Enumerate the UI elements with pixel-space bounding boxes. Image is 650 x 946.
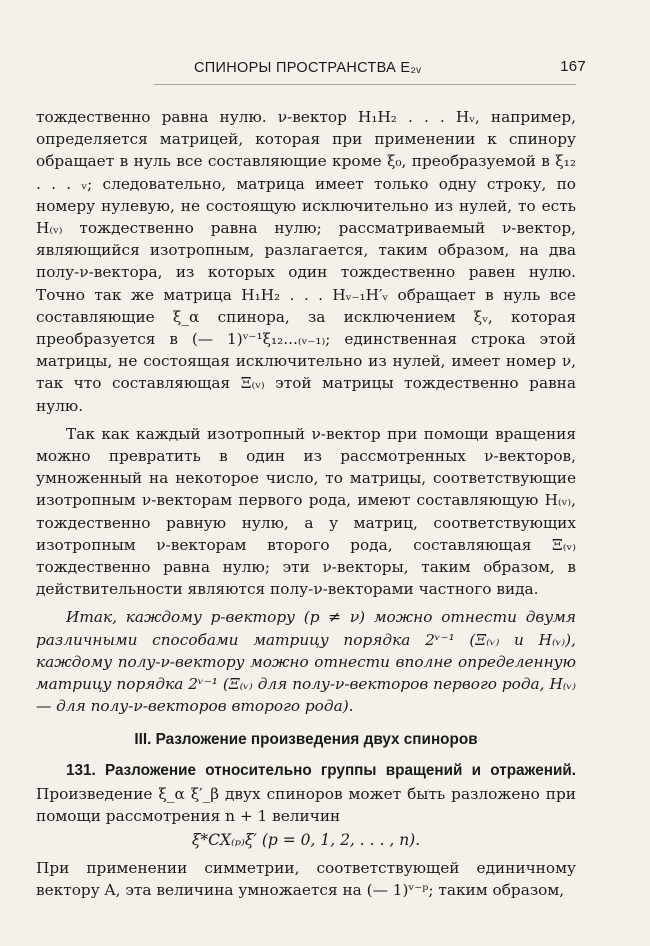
subsection-text: Произведение ξ_α ξ′_β двух спиноров может быть разложено при помощи рассмотрения n + 1 величин [36, 784, 576, 825]
paragraph-continued: тождественно равна нулю. ν-вектор H₁H₂ . . . Hᵥ, например, определяется матрицей, которая при применении к спинору обращает в нуль все составляющие кроме ξ₀, преобразуемой в ξ₁₂ . . . ᵥ; следовательно, матрица имеет только одну строку, по номеру нулевую, не состоящую исключительно из нулей, то есть H₍ᵥ₎ тождественно равна нулю; рассматриваемый ν-вектор, являющийся изотропным, разлагается, таким образом, на два полу-ν-вектора, из которых один тождественно равен нулю. Точно так же матрица H₁H₂ . . . Hᵥ₋₁H′ᵥ обращает в нуль все составляющие ξ_α спинора, за исключением ξᵥ, которая преобразуется в (— 1)ᵛ⁻¹ξ₁₂...₍ᵥ₋₁₎; единственная строка этой матрицы, не состоящая исключительно из нулей, имеет номер ν, так что составляющая Ξ₍ᵥ₎ этой матрицы тождественно равна нулю. [36, 108, 576, 415]
book-page [36, 52, 586, 900]
closing-paragraph: При применении симметрии, соответствующей единичному вектору A, эта величина умножается на (— 1)ᵛ⁻ᵖ; таким образом, [36, 859, 576, 900]
running-title: СПИНОРЫ ПРОСТРАНСТВА E₂ᵥ [194, 60, 422, 76]
page-header [36, 52, 586, 80]
paragraph-isotropic-vectors: Так как каждый изотропный ν-вектор при помощи вращения можно превратить в один из рассмотренных ν-векторов, умноженный на некоторое число, то матрицы, соответствующие изотропным ν-векторам первого рода, имеют составляющую H₍ᵥ₎, тождественно равную нулю, а у матриц, соответствующих изотропным ν-векторам второго рода, составляющая Ξ₍ᵥ₎ тождественно равна нулю; эти ν-векторы, таким образом, в действительности являются полу-ν-векторами частного вида. [36, 424, 576, 599]
formula: ξ*CX₍ₚ₎ξ′ (p = 0, 1, 2, . . . , n). [191, 831, 421, 850]
header-rule [154, 84, 576, 85]
section-heading: III. Разложение произведения двух спиноров [134, 731, 478, 749]
page-number: 167 [560, 58, 586, 75]
page-body [36, 106, 576, 902]
subsection-paragraph [36, 759, 576, 827]
paragraph-conclusion: Итак, каждому р-вектору (p ≠ ν) можно отнести двумя различными способами матрицу порядка 2ᵛ⁻¹ (Ξ₍ᵥ₎ и H₍ᵥ₎), каждому полу-ν-вектору можно отнести вполне определенную матрицу порядка 2ᵛ⁻¹ (Ξ₍ᵥ₎ для полу-ν-векторов первого рода, H₍ᵥ₎ — для полу-ν-векторов второго рода). [36, 608, 576, 716]
subsection-title: 131. Разложение относительно группы вращений и отражений. [66, 762, 576, 780]
